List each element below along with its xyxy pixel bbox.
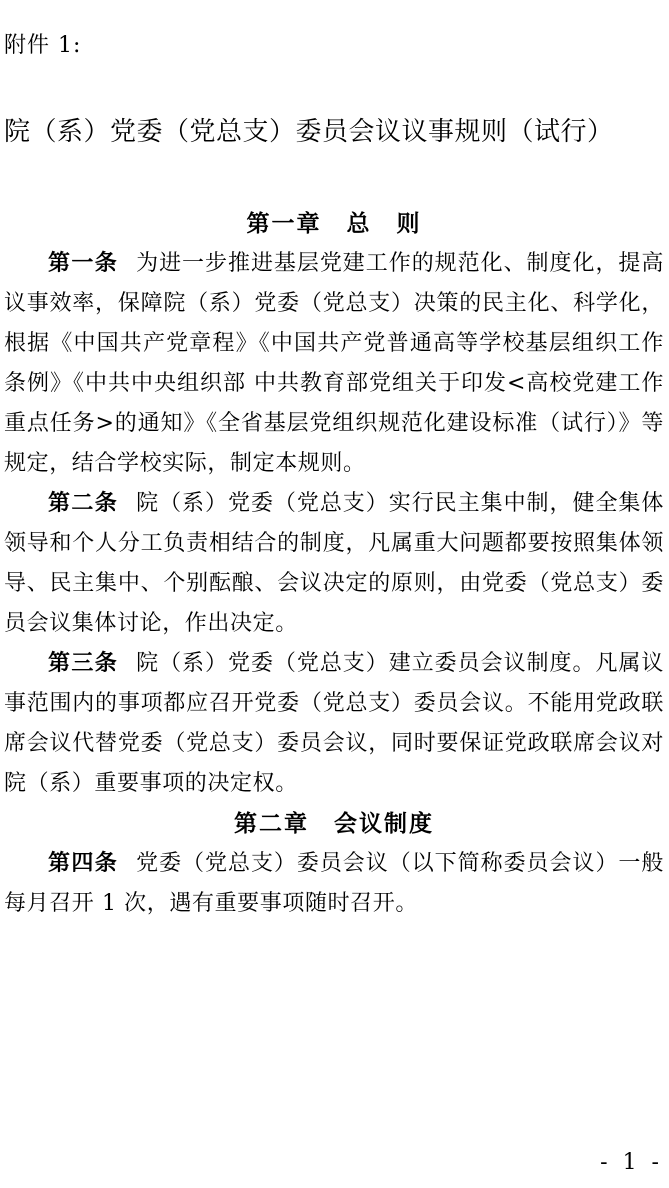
document-body bbox=[4, 204, 664, 924]
chapter-heading: 第二章 会议制度 bbox=[234, 811, 434, 837]
article-text: 院（系）党委（党总支）实行民主集中制，健全集体领导和个人分工负责相结合的制度，凡属重大问题都要按照集体领导、民主集中、个别酝酿、会议决定的原则，由党委（党总支）委员会议集体讨论，作出决定。 bbox=[4, 491, 664, 636]
article-label: 第一条 bbox=[48, 251, 119, 276]
article-text: 为进一步推进基层党建工作的规范化、制度化，提高议事效率，保障院（系）党委（党总支）决策的民主化、科学化，根据《中国共产党章程》《中国共产党普通高等学校基层组织工作条例》《中共中央组织部 中共教育部党组关于印发<高校党建工作重点任务>的通知》《全省基层党组织规范化建设标准（试行）》等规定，结合学校实际，制定本规则。 bbox=[4, 251, 664, 476]
article-text: 党委（党总支）委员会议（以下简称委员会议）一般每月召开 1 次，遇有重要事项随时召开。 bbox=[4, 851, 664, 916]
article-paragraph bbox=[4, 484, 664, 644]
article-label: 第二条 bbox=[48, 491, 119, 516]
article-paragraph bbox=[4, 844, 664, 924]
attachment-label: 附件 1: bbox=[4, 33, 82, 58]
document-title: 院（系）党委（党总支）委员会议议事规则（试行） bbox=[4, 117, 614, 147]
article-paragraph bbox=[4, 244, 664, 484]
article-text: 院（系）党委（党总支）建立委员会议制度。凡属议事范围内的事项都应召开党委（党总支）委员会议。不能用党政联席会议代替党委（党总支）委员会议，同时要保证党政联席会议对院（系）重要事项的决定权。 bbox=[4, 651, 664, 796]
chapter-heading: 第一章 总 则 bbox=[246, 211, 422, 237]
page-number: - 1 - bbox=[600, 1150, 663, 1175]
article-paragraph bbox=[4, 644, 664, 804]
article-label: 第三条 bbox=[48, 651, 119, 676]
article-label: 第四条 bbox=[48, 851, 119, 876]
